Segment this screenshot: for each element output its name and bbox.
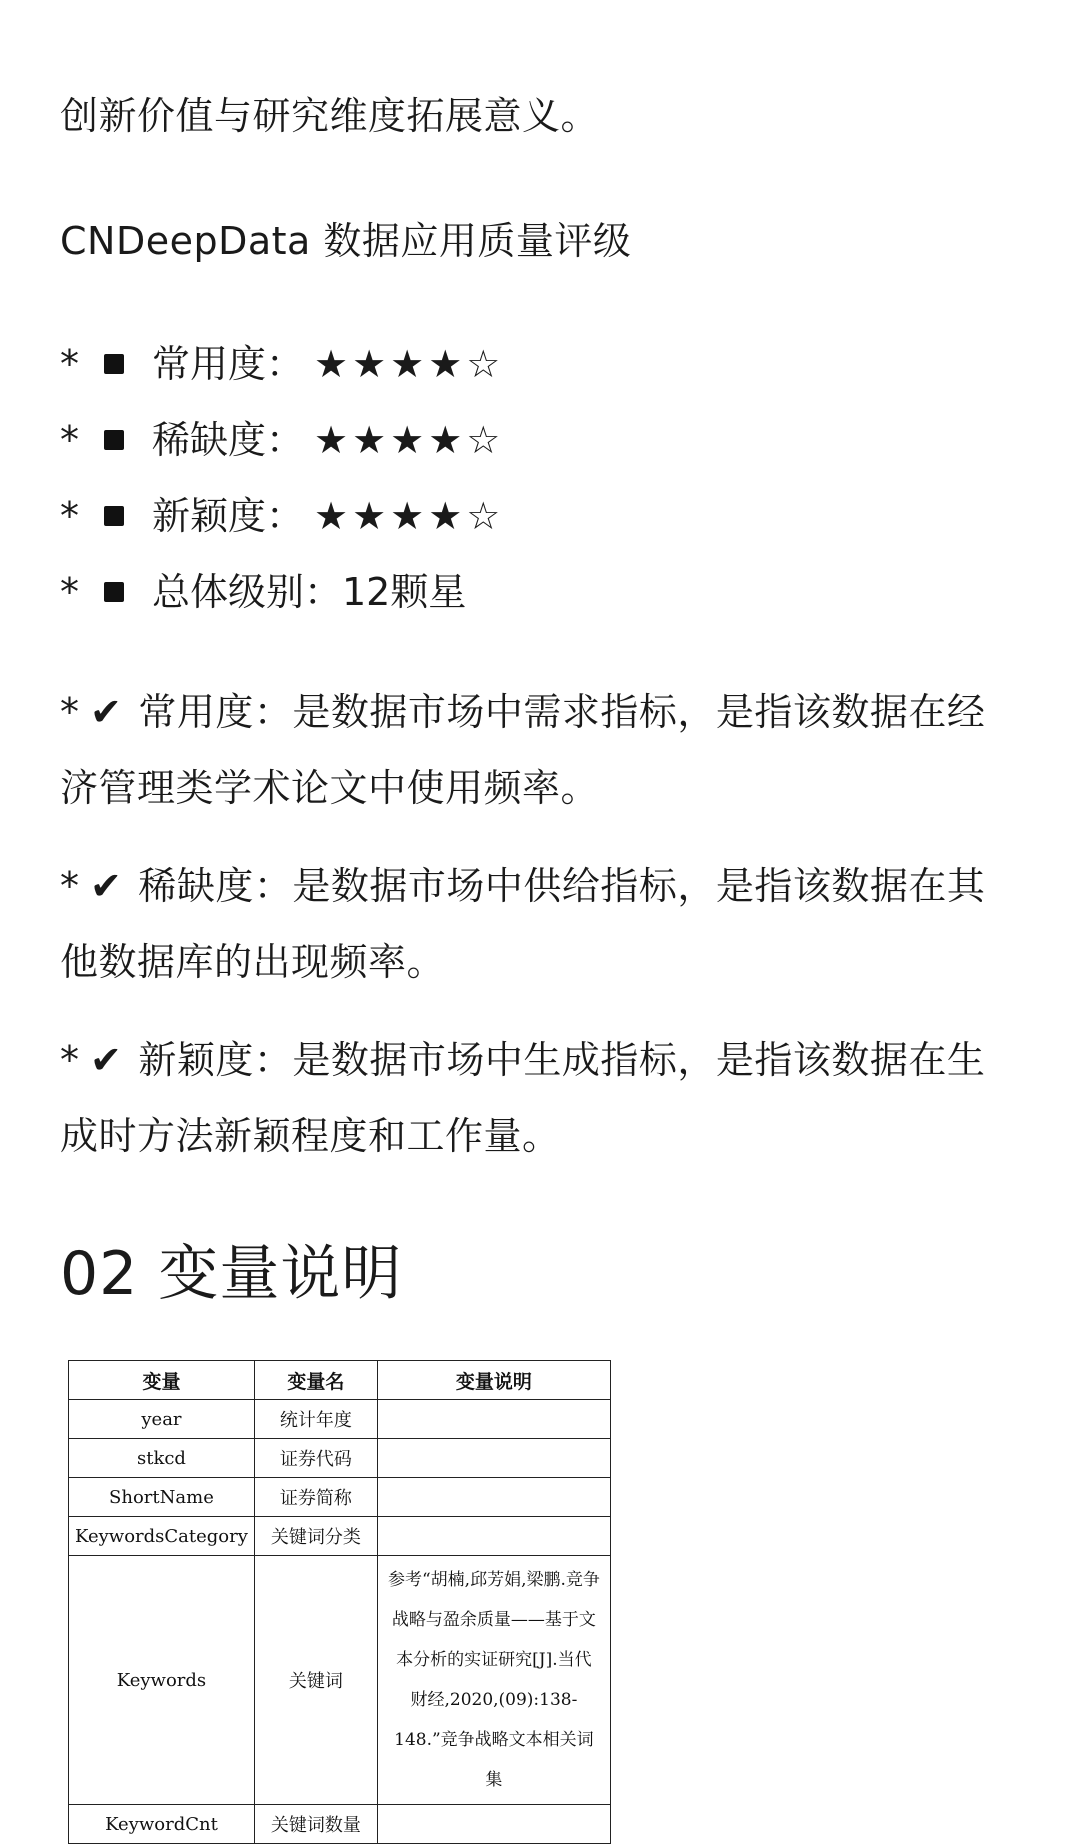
definitions	[60, 674, 1020, 1196]
black-square-icon	[104, 582, 124, 602]
rating-label: 总体级别：12颗星	[152, 570, 467, 614]
definition-novelty	[60, 1022, 1020, 1174]
bullet-asterisk: *	[60, 864, 80, 908]
table-cell-name: 关键词	[254, 1556, 377, 1805]
table-header-cell: 变量名	[254, 1361, 377, 1400]
definition-scarcity	[60, 848, 1020, 1000]
table-row	[69, 1400, 611, 1439]
table-cell-name: 证券代码	[254, 1439, 377, 1478]
section-title: 02 变量说明	[60, 1239, 403, 1309]
table-cell-desc	[377, 1400, 610, 1439]
table-header-cell: 变量	[69, 1361, 255, 1400]
bullet-asterisk: *	[60, 342, 79, 386]
table-cell-desc	[377, 1439, 610, 1478]
table-cell-var: Keywords	[69, 1556, 255, 1805]
rating-item-overall	[60, 554, 504, 630]
star-rating: ★★★★☆	[314, 342, 505, 386]
bullet-asterisk: *	[60, 494, 79, 538]
table-cell-var: ShortName	[69, 1478, 255, 1517]
check-icon: ✔	[90, 864, 123, 908]
table-cell-name: 关键词分类	[254, 1517, 377, 1556]
star-rating: ★★★★☆	[314, 418, 505, 462]
table-cell-var: stkcd	[69, 1439, 255, 1478]
definition-text: 常用度：是数据市场中需求指标，是指该数据在经济管理类学术论文中使用频率。	[60, 690, 986, 810]
table-cell-name: 证券简称	[254, 1478, 377, 1517]
table-cell-var: year	[69, 1400, 255, 1439]
intro-paragraph-tail: 创新价值与研究维度拓展意义。	[60, 94, 600, 138]
table-cell-desc	[377, 1805, 610, 1844]
rating-list	[60, 326, 504, 630]
table-cell-desc	[377, 1478, 610, 1517]
rating-label: 稀缺度：	[152, 418, 305, 462]
bullet-asterisk: *	[60, 1038, 80, 1082]
black-square-icon	[104, 430, 124, 450]
table-cell-desc: 参考“胡楠,邱芳娟,梁鹏.竞争战略与盈余质量——基于文本分析的实证研究[J].当代财经,2020,(09):138-148.”竞争战略文本相关词集	[377, 1556, 610, 1805]
definition-usage	[60, 674, 1020, 826]
table-row	[69, 1439, 611, 1478]
black-square-icon	[104, 506, 124, 526]
table-row	[69, 1478, 611, 1517]
table-cell-name: 统计年度	[254, 1400, 377, 1439]
table-cell-name: 关键词数量	[254, 1805, 377, 1844]
bullet-asterisk: *	[60, 570, 79, 614]
star-rating: ★★★★☆	[314, 494, 505, 538]
variable-table	[68, 1360, 611, 1844]
table-cell-desc	[377, 1517, 610, 1556]
rating-title: CNDeepData 数据应用质量评级	[60, 219, 632, 263]
table-cell-var: KeywordCnt	[69, 1805, 255, 1844]
table-row	[69, 1517, 611, 1556]
table-header-cell: 变量说明	[377, 1361, 610, 1400]
bullet-asterisk: *	[60, 690, 80, 734]
definition-text: 新颖度：是数据市场中生成指标，是指该数据在生成时方法新颖程度和工作量。	[60, 1038, 986, 1158]
definition-text: 稀缺度：是数据市场中供给指标，是指该数据在其他数据库的出现频率。	[60, 864, 986, 984]
rating-label: 常用度：	[152, 342, 305, 386]
rating-item-usage	[60, 326, 504, 402]
rating-item-novelty	[60, 478, 504, 554]
rating-label: 新颖度：	[152, 494, 305, 538]
table-cell-var: KeywordsCategory	[69, 1517, 255, 1556]
table-row	[69, 1556, 611, 1805]
black-square-icon	[104, 354, 124, 374]
table-header-row	[69, 1361, 611, 1400]
check-icon: ✔	[90, 690, 123, 734]
check-icon: ✔	[90, 1038, 123, 1082]
bullet-asterisk: *	[60, 418, 79, 462]
rating-item-scarcity	[60, 402, 504, 478]
table-row	[69, 1805, 611, 1844]
